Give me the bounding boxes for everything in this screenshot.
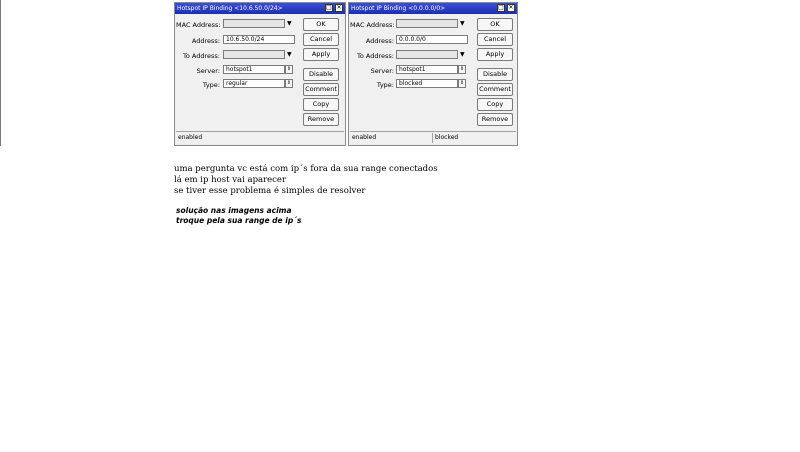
window-title: Hotspot IP Binding <0.0.0.0/0> <box>351 5 446 12</box>
to-address-field[interactable] <box>223 50 285 59</box>
maximize-icon[interactable]: □ <box>326 4 332 11</box>
mac-address-label: MAC Address: <box>350 21 395 29</box>
cancel-button[interactable]: Cancel <box>477 33 513 46</box>
mac-address-field[interactable] <box>223 19 285 28</box>
status-blocked: blocked <box>435 134 459 141</box>
spinner-icon[interactable]: ⇕ <box>286 80 292 86</box>
dropdown-arrow-icon[interactable]: ▼ <box>460 51 465 58</box>
cancel-button[interactable]: Cancel <box>303 33 339 46</box>
mac-address-field[interactable] <box>396 19 458 28</box>
post-italic-line-1: solução nas imagens acima <box>176 206 292 215</box>
post-text-line-2: lá em ip host vai aparecer <box>174 175 287 185</box>
server-label: Server: <box>196 67 220 75</box>
comment-button[interactable]: Comment <box>303 83 339 96</box>
mac-address-label: MAC Address: <box>176 21 221 29</box>
ok-button[interactable]: OK <box>477 18 513 31</box>
status-bar <box>350 131 516 144</box>
ip-binding-window-1 <box>174 2 346 146</box>
apply-button[interactable]: Apply <box>477 48 513 61</box>
status-divider <box>432 133 433 143</box>
close-icon[interactable]: ✕ <box>508 4 514 11</box>
type-label: Type: <box>376 81 394 89</box>
status-enabled: enabled <box>178 134 203 141</box>
remove-button[interactable]: Remove <box>477 113 513 126</box>
post-text-line-1: uma pergunta vc está com ip´s fora da sua range conectados <box>174 164 438 174</box>
disable-button[interactable]: Disable <box>477 68 513 81</box>
dropdown-arrow-icon[interactable]: ▼ <box>287 51 292 58</box>
server-select[interactable]: hotspot1 <box>396 65 458 74</box>
address-label: Address: <box>191 37 220 45</box>
server-select[interactable]: hotspot1 <box>223 65 285 74</box>
apply-button[interactable]: Apply <box>303 48 339 61</box>
disable-button[interactable]: Disable <box>303 68 339 81</box>
address-field[interactable]: 10.6.50.0/24 <box>223 35 295 44</box>
spinner-icon[interactable]: ⇕ <box>286 66 292 72</box>
comment-button[interactable]: Comment <box>477 83 513 96</box>
to-address-label: To Address: <box>183 52 220 60</box>
close-icon[interactable]: ✕ <box>336 4 342 11</box>
server-label: Server: <box>370 67 394 75</box>
copy-button[interactable]: Copy <box>303 98 339 111</box>
ok-button[interactable]: OK <box>303 18 339 31</box>
post-text-line-3: se tiver esse problema é simples de resolver <box>174 186 366 196</box>
maximize-icon[interactable]: □ <box>498 4 504 11</box>
status-bar <box>176 131 344 144</box>
window-titlebar[interactable] <box>349 3 517 14</box>
remove-button[interactable]: Remove <box>303 113 339 126</box>
type-label: Type: <box>202 81 220 89</box>
to-address-label: To Address: <box>357 52 394 60</box>
spinner-icon[interactable]: ⇕ <box>459 80 465 86</box>
type-select[interactable]: regular <box>223 79 285 88</box>
type-select[interactable]: blocked <box>396 79 458 88</box>
to-address-field[interactable] <box>396 50 458 59</box>
address-label: Address: <box>365 37 394 45</box>
window-titlebar[interactable] <box>175 3 345 14</box>
left-edge-line <box>0 0 1 146</box>
status-enabled: enabled <box>352 134 377 141</box>
ip-binding-window-2 <box>348 2 518 146</box>
spinner-icon[interactable]: ⇕ <box>459 66 465 72</box>
dropdown-arrow-icon[interactable]: ▼ <box>287 20 292 27</box>
copy-button[interactable]: Copy <box>477 98 513 111</box>
window-title: Hotspot IP Binding <10.6.50.0/24> <box>177 5 283 12</box>
post-italic-line-2: troque pela sua range de ip´s <box>176 216 302 225</box>
address-field[interactable]: 0.0.0.0/0 <box>396 35 468 44</box>
dropdown-arrow-icon[interactable]: ▼ <box>460 20 465 27</box>
